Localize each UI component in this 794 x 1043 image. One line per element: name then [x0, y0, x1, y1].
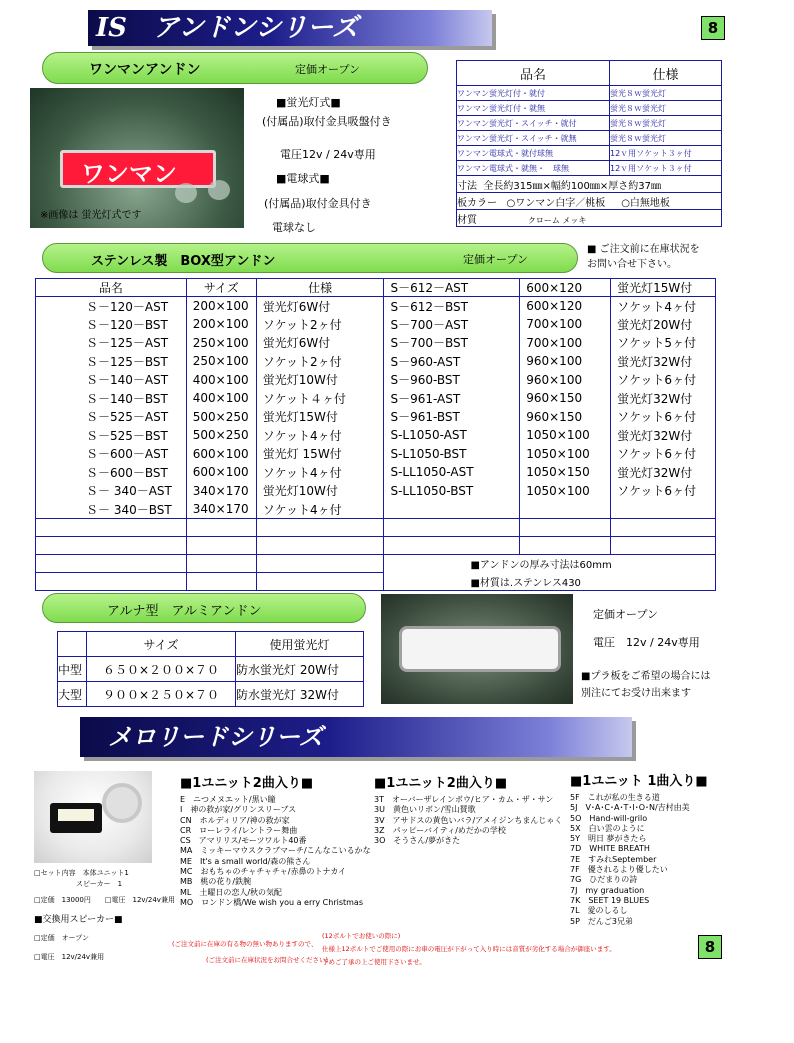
aruna-col-lamp: 使用蛍光灯: [236, 632, 364, 657]
box-cell: [36, 573, 187, 591]
box-cell: 200×100: [186, 315, 256, 334]
box-cell: Ｓ－140－AST: [36, 371, 187, 390]
wanman-sign-text: ワンマン: [81, 160, 177, 188]
wanman-voltage: 電圧12v / 24v専用: [280, 148, 376, 161]
box-cell: 700×100: [520, 315, 611, 334]
box-cell: 600×100: [186, 445, 256, 464]
box-cell: S-L1050-AST: [384, 426, 520, 445]
melody-track-item: ML 土曜日の恋人/秋の気配: [180, 887, 283, 897]
wanman-row-name: ワンマン蛍光灯・スイッチ・就無: [457, 131, 610, 146]
melody-12v-note: [322, 930, 616, 969]
box-cell: ソケット6ヶ付: [611, 445, 716, 464]
melody-spare-speaker: ■交換用スピーカー■: [34, 915, 123, 925]
melody-track-item: 7J my graduation: [570, 885, 645, 895]
melody-col2-list: [374, 795, 562, 846]
box-cell: 200×100: [186, 297, 256, 316]
box-cell: S－960-BST: [384, 371, 520, 390]
box-cell: ソケット4ヶ付: [256, 500, 384, 519]
wanman-bulb-accessory: (付属品)取付金具付き: [264, 197, 372, 210]
box-cell: 蛍光灯32W付: [611, 352, 716, 371]
wanman-row-spec: 蛍光８ｗ蛍光灯: [610, 86, 722, 101]
aruna-row-size: ９００×２５０×７０: [87, 682, 236, 707]
aruna-lamp: [399, 626, 561, 672]
melody-price-voltage: □定価 13000円 □電圧 12v/24v兼用: [34, 896, 175, 904]
aruna-table: [57, 631, 364, 707]
box-empty-row: [36, 519, 716, 537]
box-cell: 蛍光灯15W付: [256, 408, 384, 427]
melody-set-content-2: スピーカー 1: [34, 880, 123, 888]
box-note-row: [36, 573, 716, 591]
box-note-thickness: ■アンドンの厚み寸法は60mm: [384, 555, 716, 573]
box-cell: 700×100: [520, 334, 611, 353]
box-cell: S－960-AST: [384, 352, 520, 371]
melody-title-banner: [80, 717, 632, 757]
melody-spare-voltage: □電圧 12v/24v兼用: [34, 953, 105, 961]
melody-12v-note-2: 仕様上12ボルトでご使用の際にお車の電圧が下がって入り時には音質が劣化する場合が御座います。: [322, 945, 616, 953]
box-cell: [36, 519, 187, 537]
melody-track-item: 3O そうさん/夢がきた: [374, 836, 461, 846]
page-number-top: 8: [701, 16, 725, 40]
aruna-photo: [381, 594, 573, 704]
wanman-lamp-label: ■蛍光灯式■: [276, 96, 341, 109]
melody-track-item: 5Y 明日 夢がきたら: [570, 834, 647, 844]
melody-track-item: 3U 黄色いリボン/雪山賛歌: [374, 805, 476, 815]
melody-col1: [180, 772, 371, 908]
wanman-row-spec: 12ｖ用ソケット３ヶ付: [610, 161, 722, 176]
wanman-row-name: ワンマン電球式・就無・ 球無: [457, 161, 610, 176]
box-cell: [36, 555, 187, 573]
melody-col2-head: ■1ユニット2曲入り■: [374, 776, 508, 791]
box-cell: [611, 500, 716, 519]
box-cell: [256, 519, 384, 537]
melody-track-item: E ニつメヌエット/黒い瞳: [180, 795, 276, 804]
melody-track-item: CR ローレライ/レントラー舞曲: [180, 825, 298, 835]
wanman-plate-opt1: ○ワンマン白字／桃板: [506, 197, 606, 209]
box-table-row: [36, 500, 716, 519]
box-cell: [384, 519, 520, 537]
box-table-row: [36, 445, 716, 464]
melody-col1-list: [180, 795, 371, 908]
box-cell: 960×150: [520, 389, 611, 408]
box-cell: 960×150: [520, 408, 611, 427]
box-cell: [186, 519, 256, 537]
box-cell: [36, 537, 187, 555]
melody-stock-note-1: (ご注文前に在庫の有る物の無い物ありますので、: [172, 940, 318, 948]
box-cell: S-L1050-BST: [384, 445, 520, 464]
box-table-row: [36, 352, 716, 371]
melody-col1-head: ■1ユニット2曲入り■: [180, 776, 314, 791]
wanman-material-value: クローム メッキ: [527, 215, 587, 225]
box-cell: Ｓ－525－BST: [36, 426, 187, 445]
melody-track-item: 7K SEET 19 BLUES: [570, 895, 650, 905]
box-cell: S－700－AST: [384, 315, 520, 334]
box-cell: [611, 519, 716, 537]
box-col-size: サイズ: [186, 279, 256, 297]
melody-col3: [570, 770, 708, 927]
box-cell: Ｓ－600－BST: [36, 463, 187, 482]
wanman-col-name: 品名: [457, 61, 610, 86]
box-cell: ソケット2ヶ付: [256, 315, 384, 334]
melody-unit: [50, 803, 102, 833]
box-table-row: [36, 371, 716, 390]
box-cell: 蛍光灯 15W付: [256, 445, 384, 464]
box-cell: 1050×150: [520, 463, 611, 482]
box-cell: ソケット４ヶ付: [256, 389, 384, 408]
box-cell: 蛍光灯32W付: [611, 389, 716, 408]
box-cell: 1050×100: [520, 445, 611, 464]
box-table-row: [36, 426, 716, 445]
melody-track-item: 7E すみれSeptember: [570, 854, 657, 864]
box-cell: [186, 537, 256, 555]
melody-stock-note: [172, 936, 328, 968]
melody-stock-note-2: (ご注文前に在庫状況をお問合せください): [206, 956, 329, 964]
box-cell: 250×100: [186, 334, 256, 353]
box-cell: ソケット4ヶ付: [611, 297, 716, 316]
melody-col2: [374, 772, 562, 846]
melody-photo-notes: [34, 868, 175, 967]
box-cell: [256, 537, 384, 555]
aruna-title: アルナ型 アルミアンドン: [107, 604, 262, 619]
box-note-row: [36, 555, 716, 573]
box-cell: Ｓ－125－BST: [36, 352, 187, 371]
series-title-banner: [88, 10, 492, 46]
melody-track-item: 3V アサドスの黄色いバラ/アメイジンちまんじゃく: [374, 815, 563, 825]
box-table-row: [36, 297, 716, 316]
aruna-note: ■プラ板をご希望の場合には 別注にてお受け出来ます: [581, 671, 711, 699]
wanman-row-name: ワンマン蛍光灯・スイッチ・就付: [457, 116, 610, 131]
melody-12v-note-3: 予めご了承の上ご使用下さいませ。: [322, 958, 426, 966]
box-cell: [384, 537, 520, 555]
box-cell: S－961-AST: [384, 389, 520, 408]
wanman-plate-opt2: ○白無地板: [621, 197, 670, 209]
box-note-material: ■材質は.ステンレス430: [384, 573, 716, 591]
melody-col3-list: [570, 793, 708, 927]
melody-photo: [34, 771, 152, 863]
aruna-price: 定価オープン: [593, 608, 659, 621]
box-cell: 400×100: [186, 389, 256, 408]
aruna-col-size: サイズ: [87, 632, 236, 657]
box-cell: Ｓ－ 340－BST: [36, 500, 187, 519]
melody-track-item: 5O Hand-will-grilo: [570, 813, 648, 823]
box-cell: [256, 555, 384, 573]
aruna-title-pill: [42, 593, 366, 623]
box-table-row: [36, 315, 716, 334]
melody-track-item: MB 桃の花り/鉄腕: [180, 877, 252, 887]
box-cell: 蛍光灯15W付: [611, 279, 716, 297]
melody-spare-price: □定価 オープン: [34, 934, 89, 942]
box-header-row: [36, 279, 716, 297]
aruna-row-size: ６５０×２００×７０: [87, 657, 236, 682]
box-cell: Ｓ－120－AST: [36, 297, 187, 316]
box-cell: 蛍光灯10W付: [256, 482, 384, 501]
melody-track-item: MC おもちゃのチャチャチャ/赤鼻のトナカイ: [180, 867, 347, 877]
box-cell: 蛍光灯32W付: [611, 463, 716, 482]
melody-set-content: □セット内容 本体ユニット1: [34, 869, 129, 877]
wanman-photo-caption: ※画像は 蛍光灯式です: [40, 210, 142, 221]
melody-track-item: I 神の救が家/グリンスリーブス: [180, 805, 297, 815]
box-cell: [520, 537, 611, 555]
box-stock-note: ■ ご注文前に在庫状況を お問い合せ下さい。: [587, 244, 700, 270]
aruna-row-lamp: 防水蛍光灯 32W付: [236, 682, 364, 707]
box-cell: [611, 537, 716, 555]
wanman-photo: [30, 88, 244, 228]
wanman-row-spec: 12ｖ用ソケット３ヶ付: [610, 146, 722, 161]
box-table-row: [36, 482, 716, 501]
box-cell: S－612－AST: [384, 279, 520, 297]
melody-track-item: 7F 優されるより優したい: [570, 865, 668, 875]
box-table-row: [36, 334, 716, 353]
wanman-row-spec: 蛍光８ｗ蛍光灯: [610, 101, 722, 116]
melody-track-item: ME It's a small world/森の熊さん: [180, 856, 311, 866]
melody-track-item: 5P だんご3兄弟: [570, 916, 634, 926]
box-cell: 500×250: [186, 426, 256, 445]
wanman-col-spec: 仕様: [610, 61, 722, 86]
melody-12v-note-1: (12ボルトでお使いの際に): [322, 932, 401, 940]
box-cell: ソケット4ヶ付: [256, 426, 384, 445]
box-cell: S-LL1050-AST: [384, 463, 520, 482]
box-empty-row: [36, 537, 716, 555]
aruna-row-type: 大型: [58, 682, 87, 707]
melody-title: メロリードシリーズ: [108, 722, 323, 751]
box-cell: Ｓ－ 340－AST: [36, 482, 187, 501]
aruna-row-lamp: 防水蛍光灯 20W付: [236, 657, 364, 682]
wanman-row-name: ワンマン蛍光灯付・就付: [457, 86, 610, 101]
aruna-voltage: 電圧 12v / 24v専用: [593, 636, 700, 649]
box-cell: 1050×100: [520, 482, 611, 501]
aruna-row-type: 中型: [58, 657, 87, 682]
box-cell: Ｓ－120－BST: [36, 315, 187, 334]
box-cell: S－612－BST: [384, 297, 520, 316]
box-cell: Ｓ－140－BST: [36, 389, 187, 408]
box-cell: ソケット6ヶ付: [611, 482, 716, 501]
melody-track-item: 3Z パッピーバイティ/めだかの学校: [374, 825, 506, 835]
box-cell: S－700－BST: [384, 334, 520, 353]
box-cell: ソケット5ヶ付: [611, 334, 716, 353]
box-cell: ソケット6ヶ付: [611, 408, 716, 427]
box-cell: [520, 519, 611, 537]
melody-track-item: 7L 愛のしるし: [570, 906, 628, 916]
box-cell: 蛍光灯10W付: [256, 371, 384, 390]
page-number-bottom: 8: [698, 935, 722, 959]
box-cell: [256, 573, 384, 591]
box-cell: ソケット4ヶ付: [256, 463, 384, 482]
wanman-material-label: 材質: [457, 214, 477, 226]
wanman-row-spec: 蛍光８ｗ蛍光灯: [610, 116, 722, 131]
melody-track-item: 7D WHITE BREATH: [570, 844, 650, 854]
box-cell: [520, 500, 611, 519]
wanman-spec-table: [456, 60, 722, 227]
box-cell: Ｓ－125－AST: [36, 334, 187, 353]
wanman-plate-label: 板カラー: [457, 197, 497, 209]
wanman-bulb-label: ■電球式■: [276, 172, 330, 185]
box-price: 定価オープン: [463, 253, 529, 266]
box-col-spec: 仕様: [256, 279, 384, 297]
melody-track-item: CS アマリリス/モーツワルト40番: [180, 836, 307, 846]
box-cell: 960×100: [520, 352, 611, 371]
box-cell: ソケット6ヶ付: [611, 371, 716, 390]
wanman-row-spec: 蛍光８ｗ蛍光灯: [610, 131, 722, 146]
wanman-row-name: ワンマン蛍光灯付・就無: [457, 101, 610, 116]
box-cell: 1050×100: [520, 426, 611, 445]
page-title: IS アンドンシリーズ: [96, 13, 358, 43]
box-cell: Ｓ－600－AST: [36, 445, 187, 464]
box-title-pill: [42, 243, 578, 273]
box-cell: 500×250: [186, 408, 256, 427]
melody-track-item: 7G ひだまりの詩: [570, 875, 638, 885]
box-cell: 250×100: [186, 352, 256, 371]
box-cell: ソケット2ヶ付: [256, 352, 384, 371]
box-cell: S－961-BST: [384, 408, 520, 427]
melody-track-item: MA ミッキーマウスクラブマーチ/こんなこいるかな: [180, 846, 371, 856]
melody-track-item: 5F これが私の生きる道: [570, 793, 660, 802]
box-cell: Ｓ－525－AST: [36, 408, 187, 427]
box-cell: 600×120: [520, 279, 611, 297]
box-cell: [384, 500, 520, 519]
melody-col3-head: ■1ユニット 1曲入り■: [570, 774, 708, 789]
box-cell: [186, 573, 256, 591]
box-cell: 蛍光灯6W付: [256, 334, 384, 353]
box-cell: 340×170: [186, 500, 256, 519]
wanman-title: ワンマンアンドン: [89, 62, 201, 78]
wanman-lamp-accessory: (付属品)取付金具吸盤付き: [262, 115, 392, 128]
wanman-no-bulb: 電球なし: [272, 221, 316, 234]
suction-cup-icon-2: [208, 180, 230, 200]
box-cell: S-LL1050-BST: [384, 482, 520, 501]
wanman-size-label: 寸法: [457, 180, 477, 192]
box-cell: 600×120: [520, 297, 611, 316]
box-cell: 400×100: [186, 371, 256, 390]
melody-track-item: 3T オーバーザレインボウ/ヒア・カム・ザ・サン: [374, 795, 554, 804]
speaker-icon: [102, 783, 142, 823]
melody-track-item: CN ホルディリア/神の救が家: [180, 815, 290, 825]
box-title: ステンレス製 BOX型アンドン: [91, 254, 276, 269]
wanman-sign: [60, 150, 216, 188]
box-cell: 蛍光灯6W付: [256, 297, 384, 316]
box-cell: 蛍光灯32W付: [611, 426, 716, 445]
melody-track-item: MO ロンドン橋/We wish you a erry Christmas: [180, 897, 364, 907]
box-table-row: [36, 463, 716, 482]
wanman-size-value: 全長約315㎜×幅約100㎜×厚さ約37㎜: [483, 180, 662, 192]
box-table: [35, 278, 716, 591]
box-cell: [186, 555, 256, 573]
box-col-name: 品名: [36, 279, 187, 297]
wanman-price: 定価オープン: [295, 63, 361, 76]
box-table-row: [36, 408, 716, 427]
box-cell: 340×170: [186, 482, 256, 501]
box-table-row: [36, 389, 716, 408]
box-cell: 960×100: [520, 371, 611, 390]
suction-cup-icon: [175, 183, 197, 203]
box-cell: 蛍光灯20W付: [611, 315, 716, 334]
wanman-title-pill: [42, 52, 428, 84]
wanman-row-name: ワンマン電球式・就付球無: [457, 146, 610, 161]
box-cell: 600×100: [186, 463, 256, 482]
melody-track-item: 5X 白い雲のように: [570, 823, 645, 833]
melody-track-item: 5J V･A･C･A･T･I･O･N/吉村由美: [570, 803, 690, 813]
